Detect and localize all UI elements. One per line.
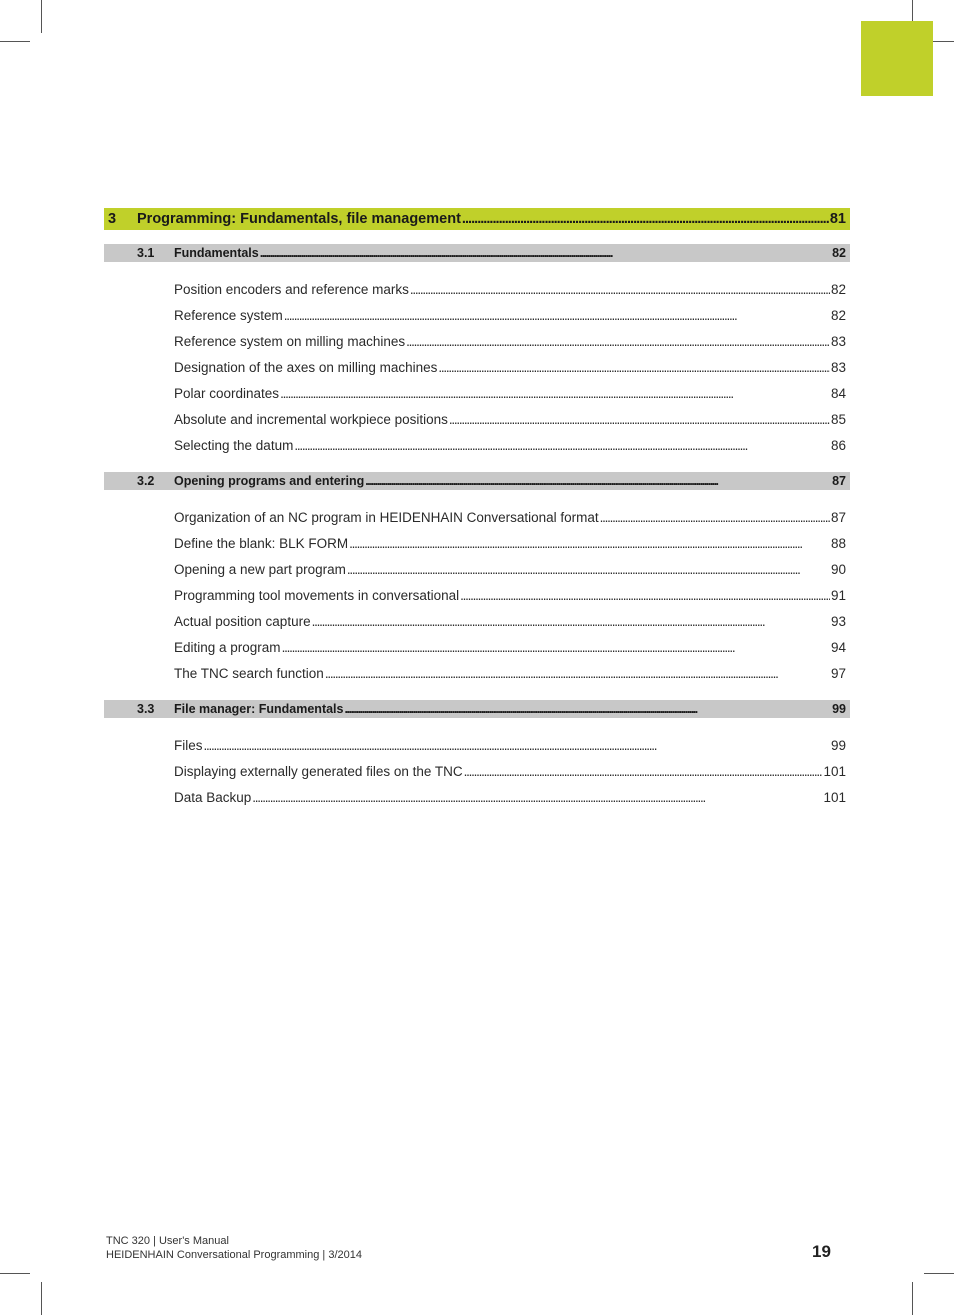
dot-leader — [460, 588, 830, 603]
entry-page: 87 — [830, 509, 846, 525]
page-footer — [106, 1234, 362, 1262]
entry-page: 83 — [830, 333, 846, 349]
toc-section-row[interactable] — [104, 700, 850, 718]
dot-leader — [344, 702, 831, 716]
footer-subtitle: HEIDENHAIN Conversational Programming | 3/2014 — [106, 1249, 362, 1261]
dot-leader — [312, 614, 830, 629]
entry-title: Selecting the datum — [174, 437, 294, 453]
chapter-title: Programming: Fundamentals, file management — [137, 211, 461, 227]
toc-entry[interactable] — [174, 302, 850, 328]
footer-manual-title: TNC 320 | User's Manual — [106, 1235, 229, 1247]
entry-page: 84 — [830, 385, 846, 401]
entry-title: Displaying externally generated files on the TNC — [174, 763, 463, 779]
toc-entry[interactable] — [174, 660, 850, 686]
section-page: 82 — [832, 246, 846, 260]
table-of-contents — [104, 208, 850, 810]
dot-leader — [294, 438, 830, 453]
entry-title: Designation of the axes on milling machines — [174, 359, 438, 375]
toc-entry[interactable] — [174, 556, 850, 582]
crop-mark — [41, 0, 42, 33]
toc-entry[interactable] — [174, 354, 850, 380]
entry-page: 85 — [830, 411, 846, 427]
toc-entry[interactable] — [174, 758, 850, 784]
toc-section-row[interactable] — [104, 244, 850, 262]
dot-leader — [252, 790, 822, 805]
toc-entry[interactable] — [174, 432, 850, 458]
toc-entry[interactable] — [174, 276, 850, 302]
dot-leader — [600, 510, 830, 525]
page-number: 19 — [812, 1242, 831, 1261]
entry-title: The TNC search function — [174, 665, 324, 681]
entry-page: 97 — [830, 665, 846, 681]
section-entries — [104, 504, 850, 686]
section-title: Fundamentals — [174, 246, 259, 260]
section-number: 3.3 — [137, 702, 155, 716]
crop-mark — [0, 41, 30, 42]
dot-leader — [349, 536, 830, 551]
chapter-page: 81 — [829, 211, 846, 227]
entry-title: Editing a program — [174, 639, 281, 655]
crop-mark — [912, 1282, 913, 1315]
entry-title: Files — [174, 737, 203, 753]
entry-page: 82 — [830, 307, 846, 323]
entry-page: 83 — [830, 359, 846, 375]
toc-section-row[interactable] — [104, 472, 850, 490]
toc-entry[interactable] — [174, 328, 850, 354]
section-number: 3.2 — [137, 474, 155, 488]
entry-page: 101 — [823, 789, 846, 805]
toc-entry[interactable] — [174, 406, 850, 432]
entry-title: Absolute and incremental workpiece positions — [174, 411, 448, 427]
dot-leader — [280, 386, 830, 401]
section-entries — [104, 276, 850, 458]
dot-leader — [347, 562, 830, 577]
entry-title: Polar coordinates — [174, 385, 280, 401]
section-title: Opening programs and entering — [174, 474, 365, 488]
dot-leader — [204, 738, 830, 753]
section-page: 87 — [832, 474, 846, 488]
chapter-tab-marker — [861, 21, 933, 96]
section-page: 99 — [832, 702, 846, 716]
dot-leader — [464, 764, 823, 779]
entry-page: 94 — [830, 639, 846, 655]
toc-chapter-row[interactable] — [104, 208, 850, 230]
entry-title: Actual position capture — [174, 613, 311, 629]
entry-page: 90 — [830, 561, 846, 577]
entry-title: Data Backup — [174, 789, 252, 805]
toc-entry[interactable] — [174, 732, 850, 758]
chapter-number: 3 — [108, 211, 117, 227]
dot-leader — [406, 334, 830, 349]
dot-leader — [365, 474, 831, 488]
toc-entry[interactable] — [174, 608, 850, 634]
dot-leader — [410, 282, 830, 297]
toc-entry[interactable] — [174, 530, 850, 556]
crop-mark — [0, 1273, 30, 1274]
entry-page: 88 — [830, 535, 846, 551]
dot-leader — [260, 246, 831, 260]
entry-page: 91 — [830, 587, 846, 603]
dot-leader — [449, 412, 830, 427]
entry-title: Position encoders and reference marks — [174, 281, 409, 297]
toc-entry[interactable] — [174, 504, 850, 530]
entry-page: 82 — [830, 281, 846, 297]
entry-title: Organization of an NC program in HEIDENHAIN Conversational format — [174, 509, 599, 525]
entry-page: 86 — [830, 437, 846, 453]
dot-leader — [282, 640, 830, 655]
entry-page: 93 — [830, 613, 846, 629]
entry-page: 101 — [823, 763, 846, 779]
section-title: File manager: Fundamentals — [174, 702, 344, 716]
crop-mark — [924, 1273, 954, 1274]
dot-leader — [284, 308, 830, 323]
toc-entry[interactable] — [174, 380, 850, 406]
dot-leader — [325, 666, 830, 681]
toc-entry[interactable] — [174, 582, 850, 608]
entry-title: Reference system — [174, 307, 283, 323]
entry-title: Opening a new part program — [174, 561, 346, 577]
dot-leader — [462, 211, 829, 227]
section-entries — [104, 732, 850, 810]
dot-leader — [438, 360, 830, 375]
toc-entry[interactable] — [174, 634, 850, 660]
entry-page: 99 — [830, 737, 846, 753]
toc-entry[interactable] — [174, 784, 850, 810]
crop-mark — [41, 1282, 42, 1315]
entry-title: Programming tool movements in conversational — [174, 587, 460, 603]
entry-title: Reference system on milling machines — [174, 333, 406, 349]
entry-title: Define the blank: BLK FORM — [174, 535, 349, 551]
section-number: 3.1 — [137, 246, 155, 260]
